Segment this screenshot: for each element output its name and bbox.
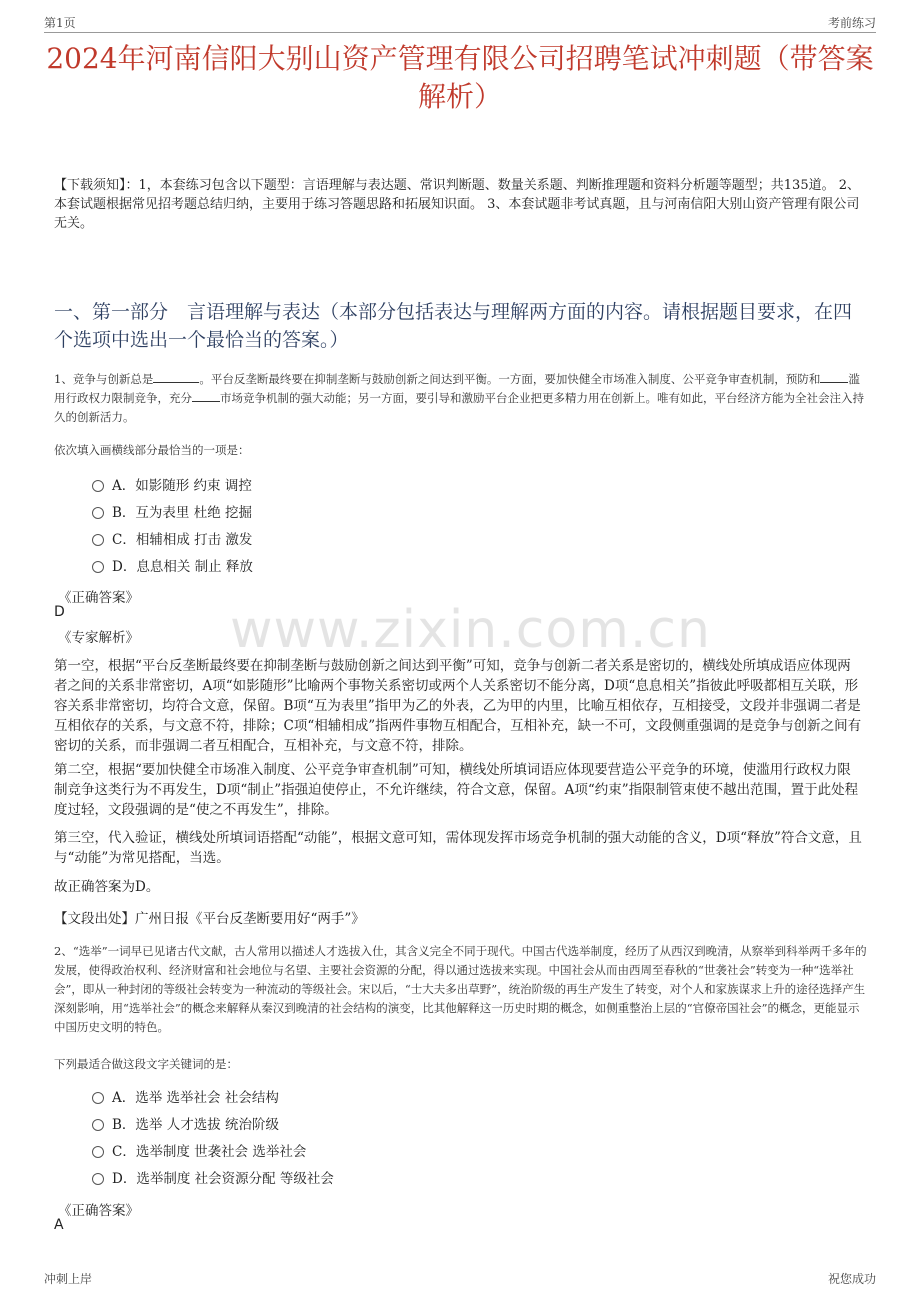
q1-option-d[interactable]: D．息息相关 制止 释放 [92,557,253,577]
blank-1 [153,382,199,383]
q2-option-d[interactable]: D．选举制度 社会资源分配 等级社会 [92,1169,334,1189]
radio-icon[interactable] [92,1092,104,1104]
q1-source: 【文段出处】广州日报《平台反垄断要用好“两手”》 [54,911,365,927]
blank-3 [192,401,220,402]
radio-icon[interactable] [92,507,104,519]
q2-answer-label: 《正确答案》 [58,1203,139,1219]
q1-conclusion: 故正确答案为D。 [54,879,160,895]
radio-icon[interactable] [92,480,104,492]
radio-icon[interactable] [92,1146,104,1158]
radio-icon[interactable] [92,1173,104,1185]
page-header [44,10,876,33]
q2-option-b[interactable]: B．选举 人才选拔 统治阶级 [92,1115,279,1135]
q1-analysis-paragraph: 第一空，根据“平台反垄断最终要在抑制垄断与鼓励创新之间达到平衡”可知，竞争与创新二者关系是密切的，横线处所填成语应体现两者之间的关系非常密切，A项“如影随形”比喻两个事物关系密切或两个人关系密切不能分离，D项“息息相关”指彼此呼吸都相互关联，形容关系非常密切，均符合文意，保留。B项“互为表里”指甲为乙的外表，乙为甲的内里，比喻互相依存，互相接受，文段并非强调二者是互相依存的关系，与文意不符，排除；C项“相辅相成”指两件事物互相配合，互相补充，缺一不可，文段侧重强调的是竞争与创新之间有密切的关系，而非强调二者互相配合，互相补充，与文意不符，排除。 [54,658,862,754]
q1-answer: D [54,604,65,620]
q1-option-c[interactable]: C．相辅相成 打击 激发 [92,530,252,550]
footer-left: 冲刺上岸 [44,1272,93,1286]
page-number: 第1页 [44,16,76,30]
radio-icon[interactable] [92,534,104,546]
q2-answer: A [54,1217,64,1233]
q1-answer-label: 《正确答案》 [58,590,139,606]
q2-option-a[interactable]: A．选举 选举社会 社会结构 [92,1088,279,1108]
watermark: www.zixin.com.cn [230,600,711,660]
question-2-prompt: 下列最适合做这段文字关键词的是： [54,1057,238,1071]
q2-option-c[interactable]: C．选举制度 世袭社会 选举社会 [92,1142,306,1162]
blank-2 [820,382,848,383]
radio-icon[interactable] [92,561,104,573]
document-title: 2024年河南信阳大别山资产管理有限公司招聘笔试冲刺题（带答案解析） [46,42,874,113]
download-notice: 【下载须知】：1，本套练习包含以下题型：言语理解与表达题、常识判断题、数量关系题、判断推理题和资料分析题等题型；共135道。 2、本套试题根据常见招考题总结归纳，主要用于练习答题思路和拓展知识面。 3、本套试题非考试真题，且与河南信阳大别山资产管理有限公司无关。 [54,178,860,231]
footer-right: 祝您成功 [827,1272,876,1286]
q1-analysis-label: 《专家解析》 [58,630,139,646]
q1-analysis-paragraph: 第三空，代入验证，横线处所填词语搭配“动能”，根据文意可知，需体现发挥市场竞争机制的强大动能的含义，D项“释放”符合文意，且与“动能”为常见搭配，当选。 [54,830,862,866]
section-title: 一、第一部分 言语理解与表达（本部分包括表达与理解两方面的内容。请根据题目要求，在四个选项中选出一个最恰当的答案。） [54,301,853,351]
q1-option-b[interactable]: B．互为表里 杜绝 挖掘 [92,503,252,523]
question-2-stem: 2、“选举”一词早已见诸古代文献，古人常用以描述人才选拔入仕，其含义完全不同于现代。中国古代选举制度，经历了从西汉到晚清，从察举到科举两千多年的发展，使得政治权利、经济财富和社会地位与名望、主要社会资源的分配，得以通过选拔来实现。中国社会从而由西周至春秋的“世袭社会”转变为一种“选举社会”，即从一种封闭的等级社会转变为一种流动的等级社会。宋以后，“士大夫多出草野”，统治阶级的再生产发生了转变，对个人和家族谋求上升的途径选择产生深刻影响，用“选举社会”的概念来解释从秦汉到晚清的社会结构的演变，比其他解释这一历史时期的概念，如侧重整治上层的“官僚帝国社会”的概念，更能显示中国历史文明的特色。 [54,944,867,1034]
q1-analysis-paragraph: 第二空，根据“要加快健全市场准入制度、公平竞争审查机制”可知，横线处所填词语应体现要营造公平竞争的环境，使滥用行政权力限制竞争这类行为不再发生，D项“制止”指强迫使停止，不允许继续，符合文意，保留。A项“约束”指限制管束使不越出范围，置于此处程度过轻，文段强调的是“使之不再发生”，排除。 [54,762,859,818]
q1-option-a[interactable]: A．如影随形 约束 调控 [92,476,252,496]
question-1-prompt: 依次填入画横线部分最恰当的一项是： [54,443,250,457]
question-1-stem: 1、竞争与创新总是 。平台反垄断最终要在抑制垄断与鼓励创新之间达到平衡。一方面，要加快健全市场准入制度、公平竞争审查机制，预防和 滥用行政权力限制竞争，充分 市场竞争机制的强大动能；另一方面，要引导和激励平台企业把更多精力用在创新上。唯有如此，平台经济方能为全社会注入持久的创新活力。 [54,372,864,424]
header-label: 考前练习 [827,16,876,30]
radio-icon[interactable] [92,1119,104,1131]
